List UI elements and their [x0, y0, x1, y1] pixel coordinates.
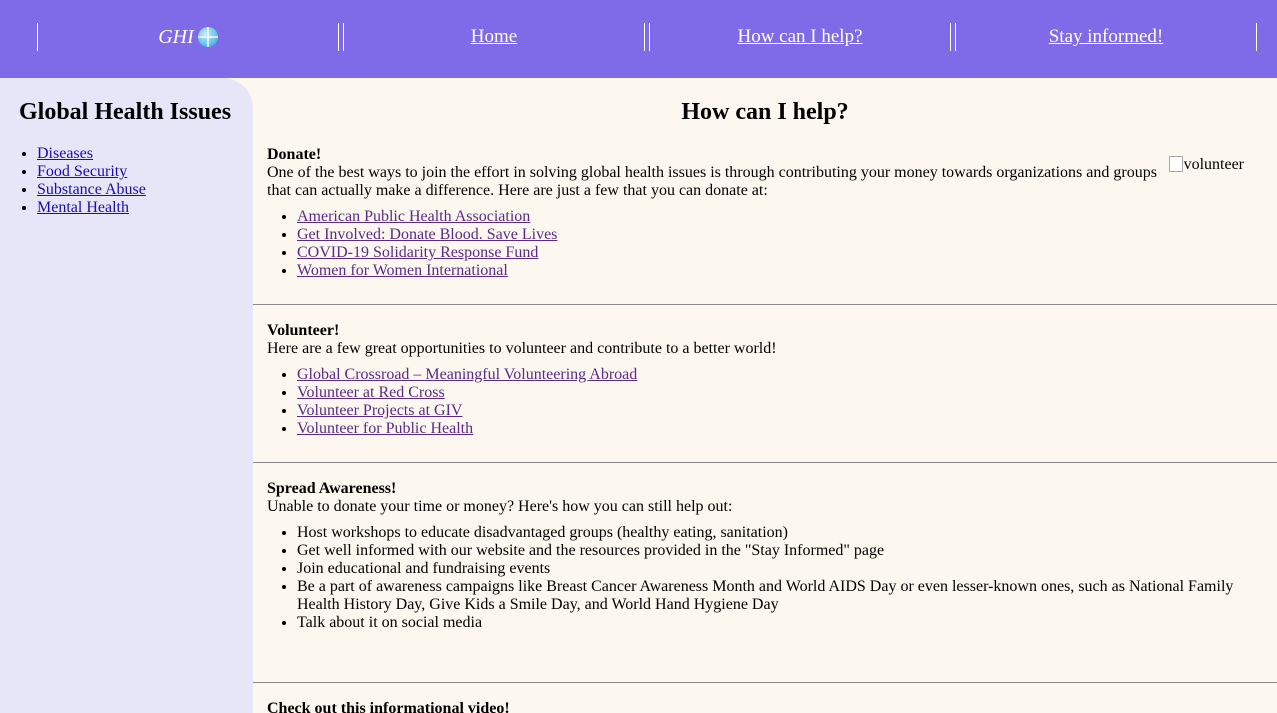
- video-section: [267, 700, 1267, 713]
- volunteer-text: Here are a few great opportunities to volunteer and contribute to a better world!: [267, 340, 777, 357]
- volunteer-link[interactable]: Volunteer at Red Cross: [297, 384, 445, 401]
- awareness-text: Unable to donate your time or money? Here's how you can still help out:: [267, 498, 733, 515]
- section-divider: [253, 462, 1277, 463]
- list-item: • Talk about it on social media: [297, 614, 1267, 632]
- awareness-section: [267, 480, 1267, 632]
- video-title: Check out this informational video!: [267, 700, 510, 713]
- main-content: [253, 78, 1277, 713]
- donate-link[interactable]: Women for Women International: [297, 262, 508, 279]
- donate-text: One of the best ways to join the effort in solving global health issues is through contributing your money towards organizations and groups that can actually make a difference. Here are just a few that you can donate at:: [267, 164, 1157, 199]
- volunteer-image: [1169, 156, 1244, 174]
- volunteer-links: [267, 366, 1267, 438]
- sidebar-item-substance-abuse: [37, 181, 146, 199]
- list-item: [297, 262, 1157, 280]
- nav-link-how-can-i-help[interactable]: How can I help?: [737, 26, 863, 47]
- logo-text: GHI: [158, 25, 194, 48]
- awareness-list: [267, 524, 1267, 632]
- section-divider: [253, 304, 1277, 305]
- page-title: How can I help?: [681, 99, 849, 125]
- list-item: • Get well informed with our website and the resources provided in the "Stay Informed" page: [297, 542, 1267, 560]
- broken-image-icon: [1169, 156, 1183, 172]
- list-item: [297, 402, 1267, 420]
- sidebar: [0, 78, 253, 713]
- list-item: • Be a part of awareness campaigns like Breast Cancer Awareness Month and World AIDS Day or even lesser-known ones, such as National Family Health History Day, Give Kids a Smile Day, and World Hand Hygiene Day: [297, 578, 1267, 614]
- sidebar-item-mental-health: [37, 199, 146, 217]
- nav-link-stay-informed[interactable]: Stay informed!: [1048, 26, 1164, 47]
- sidebar-item-food-security: [37, 163, 146, 181]
- nav-item-home[interactable]: [343, 23, 645, 51]
- site-logo[interactable]: [37, 23, 339, 51]
- list-item: [297, 226, 1157, 244]
- section-divider: [253, 682, 1277, 683]
- sidebar-title: Global Health Issues: [19, 99, 232, 125]
- volunteer-link[interactable]: Global Crossroad – Meaningful Volunteering Abroad: [297, 366, 638, 383]
- nav-link-home[interactable]: Home: [470, 26, 518, 47]
- list-item: [297, 208, 1157, 226]
- donate-links: [267, 208, 1157, 280]
- nav-item-how-can-i-help[interactable]: [649, 23, 951, 51]
- donate-title: Donate!: [267, 146, 322, 163]
- list-item: • Host workshops to educate disadvantaged groups (healthy eating, sanitation): [297, 524, 1267, 542]
- donate-link[interactable]: Get Involved: Donate Blood. Save Lives: [297, 226, 558, 243]
- list-item: [297, 244, 1157, 262]
- list-item: • Join educational and fundraising events: [297, 560, 1267, 578]
- sidebar-link-diseases[interactable]: Diseases: [37, 145, 93, 162]
- list-item: [297, 366, 1267, 384]
- list-item: [297, 384, 1267, 402]
- sidebar-link-food-security[interactable]: Food Security: [37, 163, 128, 180]
- volunteer-title: Volunteer!: [267, 322, 340, 339]
- globe-icon: [198, 27, 218, 47]
- sidebar-item-diseases: [37, 145, 146, 163]
- awareness-title: Spread Awareness!: [267, 480, 397, 497]
- volunteer-link[interactable]: Volunteer Projects at GIV: [297, 402, 463, 419]
- volunteer-link[interactable]: Volunteer for Public Health: [297, 420, 474, 437]
- volunteer-section: [267, 322, 1267, 438]
- sidebar-link-mental-health[interactable]: Mental Health: [37, 199, 129, 216]
- top-navigation: [0, 0, 1277, 78]
- list-item: [297, 420, 1267, 438]
- sidebar-list: [0, 145, 146, 217]
- sidebar-link-substance-abuse[interactable]: Substance Abuse: [37, 181, 146, 198]
- nav-item-stay-informed[interactable]: [955, 23, 1257, 51]
- donate-link[interactable]: COVID-19 Solidarity Response Fund: [297, 244, 539, 261]
- volunteer-image-alt: volunteer: [1183, 156, 1244, 173]
- donate-section: [267, 146, 1157, 280]
- donate-link[interactable]: American Public Health Association: [297, 208, 531, 225]
